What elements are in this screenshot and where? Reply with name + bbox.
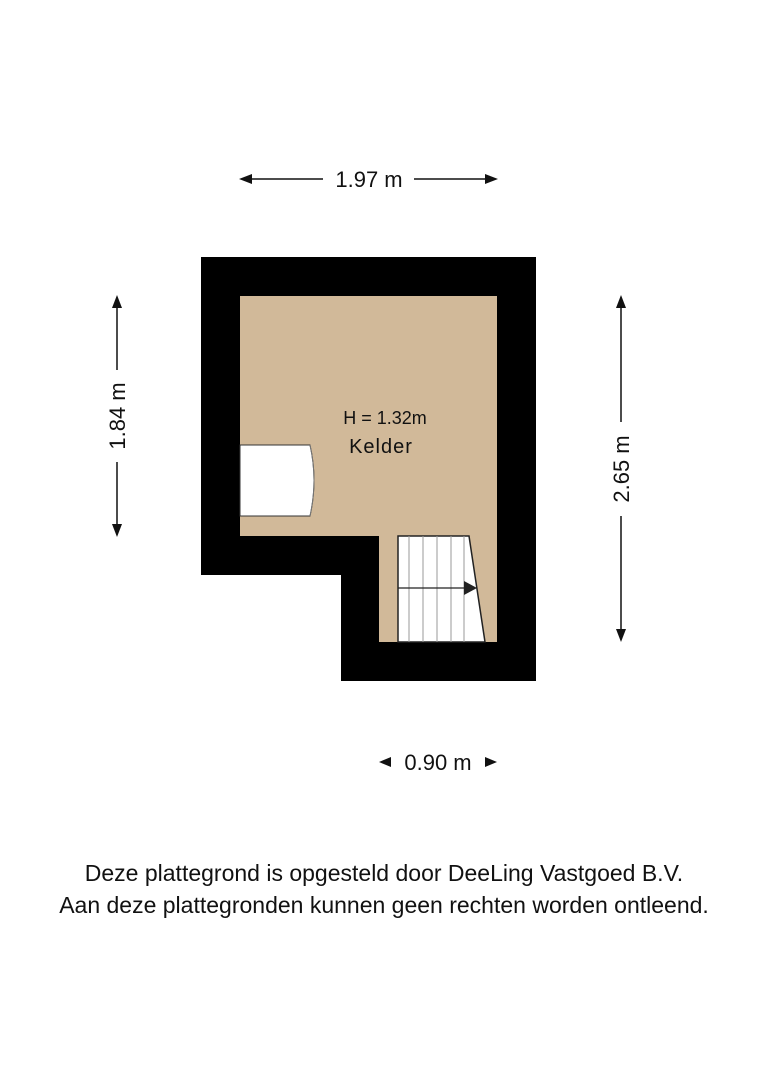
- arrow-up-icon: [616, 295, 626, 308]
- dimension-bottom-width-label: 0.90 m: [404, 750, 472, 775]
- arrow-down-icon: [112, 524, 122, 537]
- dimension-left-height-label: 1.84 m: [105, 382, 130, 450]
- dimension-top-width: [239, 167, 498, 192]
- disclaimer-line-1: Deze plattegrond is opgesteld door DeeLing Vastgoed B.V.: [84, 860, 684, 886]
- dimension-top-width-label: 1.97 m: [335, 167, 403, 192]
- disclaimer-line-2: Aan deze plattegronden kunnen geen rechten worden ontleend.: [59, 892, 709, 918]
- dimension-right-height-label: 2.65 m: [609, 435, 634, 503]
- room-name-label: Kelder: [349, 436, 413, 458]
- arrow-up-icon: [112, 295, 122, 308]
- room-height-label: H = 1.32m: [343, 408, 427, 428]
- dimension-right-height: [609, 295, 634, 642]
- arrow-right-icon: [485, 174, 498, 184]
- dimension-left-height: [105, 295, 130, 537]
- wall-fixture: [240, 445, 314, 516]
- arrow-left-icon: [239, 174, 252, 184]
- dimension-bottom-width: [379, 750, 497, 775]
- arrow-left-icon: [379, 757, 391, 767]
- disclaimer: [0, 857, 768, 921]
- arrow-down-icon: [616, 629, 626, 642]
- arrow-right-icon: [485, 757, 497, 767]
- staircase: [398, 536, 485, 642]
